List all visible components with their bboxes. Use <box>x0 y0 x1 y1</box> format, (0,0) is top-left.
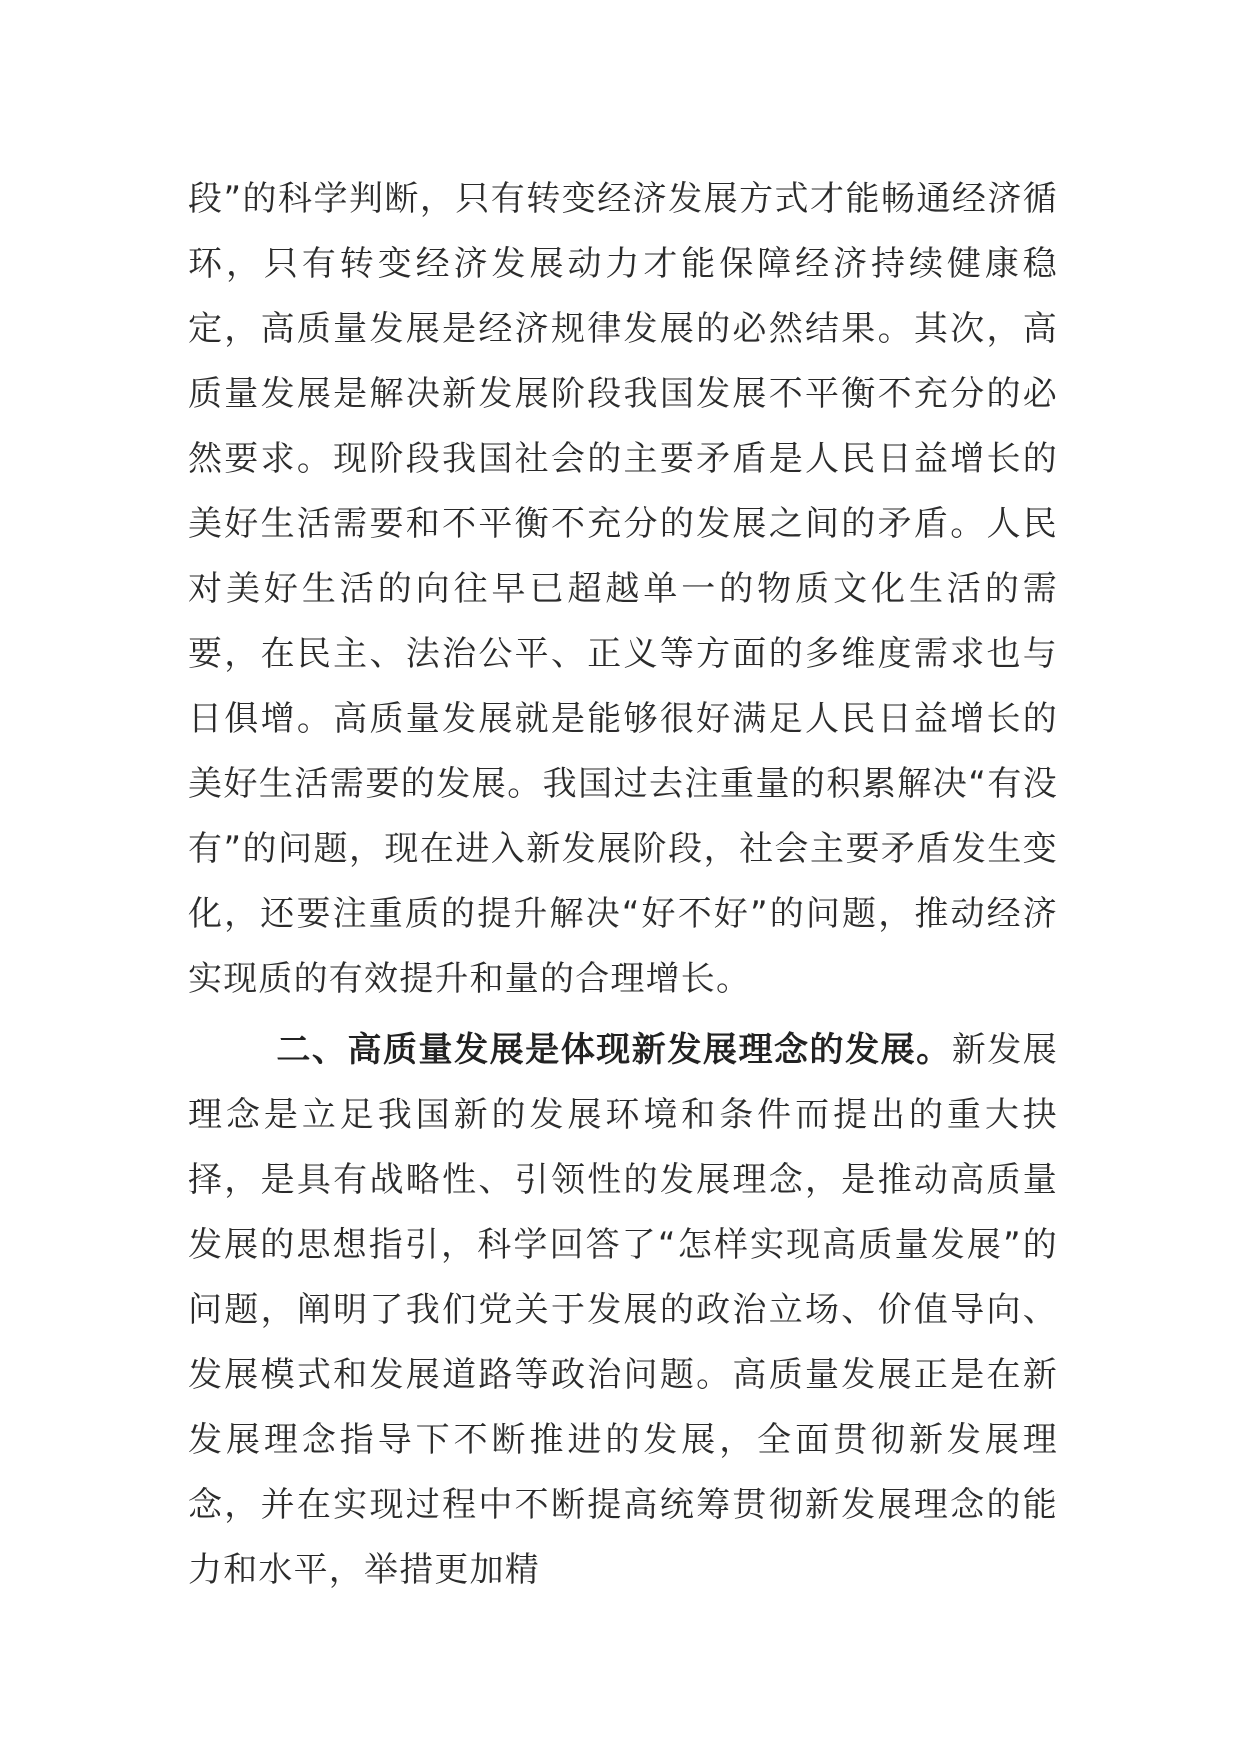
paragraph: 段”的科学判断，只有转变经济发展方式才能畅通经济循环，只有转变经济发展动力才能保障经济持续健康稳定，高质量发展是经济规律发展的必然结果。其次，高质量发展是解决新发展阶段我国发展不平衡不充分的必然要求。现阶段我国社会的主要矛盾是人民日益增长的美好生活需要和不平衡不充分的发展之间的矛盾。人民对美好生活的向往早已超越单一的物质文化生活的需要，在民主、法治公平、正义等方面的多维度需求也与日俱增。高质量发展就是能够很好满足人民日益增长的美好生活需要的发展。我国过去注重量的积累解决“有没有”的问题，现在进入新发展阶段，社会主要矛盾发生变化，还要注重质的提升解决“好不好”的问题，推动经济实现质的有效提升和量的合理增长。 <box>188 179 1058 999</box>
document-body <box>188 167 1058 1603</box>
paragraph-section-two <box>188 1018 1058 1603</box>
section-heading: 二、高质量发展是体现新发展理念的发展。 <box>276 1030 952 1070</box>
section-body-text: 新发展理念是立足我国新的发展环境和条件而提出的重大抉择，是具有战略性、引领性的发展理念，是推动高质量发展的思想指引，科学回答了“怎样实现高质量发展”的问题，阐明了我们党关于发展的政治立场、价值导向、发展模式和发展道路等政治问题。高质量发展正是在新发展理念指导下不断推进的发展，全面贯彻新发展理念，并在实现过程中不断提高统筹贯彻新发展理念的能力和水平，举措更加精 <box>188 1030 1058 1590</box>
